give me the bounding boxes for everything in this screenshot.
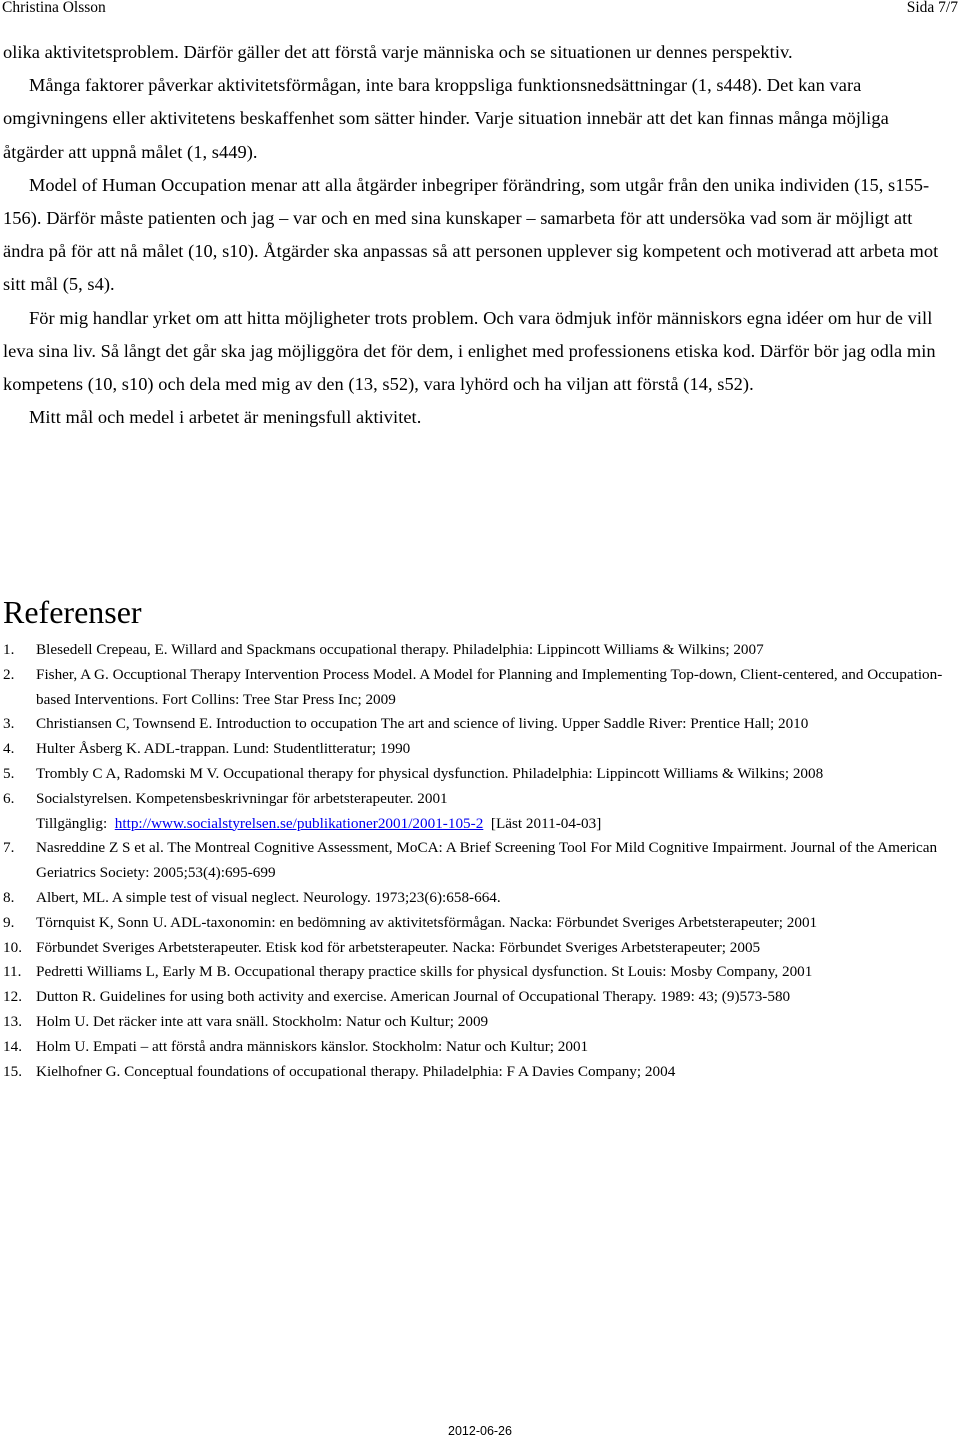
reference-text: Hulter Åsberg K. ADL-trappan. Lund: Studentlitteratur; 1990 xyxy=(36,740,411,758)
read-date: [Läst 2011-04-03] xyxy=(490,814,602,832)
reference-item xyxy=(3,1035,958,1060)
reference-number: 14. xyxy=(3,1037,22,1055)
page-header xyxy=(0,0,960,20)
reference-number: 2. xyxy=(3,665,15,683)
reference-text: Fisher, A G. Occuptional Therapy Intervention Process Model. A Model for Planning and Implementing Top-down, Client-centered, and Occupation-based Interventions. Fort Collins: Tree Star Press Inc; 2009 xyxy=(36,665,943,708)
paragraph: olika aktivitetsproblem. Därför gäller det att förstå varje människa och se situationen ur dennes perspektiv. xyxy=(3,42,793,62)
reference-text: Holm U. Empati – att förstå andra människors känslor. Stockholm: Natur och Kultur; 2001 xyxy=(36,1037,589,1055)
reference-number: 12. xyxy=(3,988,22,1006)
reference-item xyxy=(3,737,958,762)
references-list xyxy=(3,638,958,1084)
paragraph: Många faktorer påverkar aktivitetsförmågan, inte bara kroppsliga funktionsnedsättningar (1, s448). Det kan vara omgivningens eller aktivitetens beskaffenhet som sätter hinder. Varje situation innebär att det kan finnas många möjliga åtgärder att uppnå målet (1, s449). xyxy=(3,75,889,162)
reference-item xyxy=(3,1010,958,1035)
paragraph: Model of Human Occupation menar att alla åtgärder inbegriper förändring, som utgår från den unika individen (15, s155-156). Därför måste patienten och jag – var och en med sina kunskaper – samarbeta för att undersöka vad som är möjligt att ändra på för att nå målet (10, s10). Åtgärder ska anpassas så att personen upplever sig kompetent och motiverad att arbeta mot sitt mål (5, s4). xyxy=(3,174,939,295)
paragraph: Mitt mål och medel i arbetet är meningsfull aktivitet. xyxy=(29,407,422,428)
paragraph: För mig handlar yrket om att hitta möjligheter trots problem. Och vara ödmjuk inför människors egna idéer om hur de vill leva sina liv. Så långt det går ska jag möjliggöra det för dem, i enlighet med professionens etiska kod. Därför bör jag odla min kompetens (10, s10) och dela med mig av den (13, s52), vara lyhörd och ha viljan att förstå (14, s52). xyxy=(3,307,936,395)
reference-number: 13. xyxy=(3,1012,22,1030)
reference-item xyxy=(3,762,958,787)
reference-text: Förbundet Sveriges Arbetsterapeuter. Etisk kod för arbetsterapeuter. Nacka: Förbundet Sveriges Arbetsterapeuter; 2005 xyxy=(36,938,761,956)
reference-text: Holm U. Det räcker inte att vara snäll. Stockholm: Natur och Kultur; 2009 xyxy=(36,1012,489,1030)
references-heading: Referenser xyxy=(3,594,142,630)
reference-item xyxy=(3,960,958,985)
reference-item xyxy=(3,787,958,837)
page-footer-date: 2012-06-26 xyxy=(448,1424,512,1438)
reference-text: Nasreddine Z S et al. The Montreal Cognitive Assessment, MoCA: A Brief Screening Tool For Mild Cognitive Impairment. Journal of the American Geriatrics Society: 2005;53(4):695-699 xyxy=(36,839,938,882)
reference-item xyxy=(3,638,958,663)
reference-item xyxy=(3,886,958,911)
reference-item xyxy=(3,1060,958,1085)
reference-number: 15. xyxy=(3,1062,22,1080)
reference-text: Christiansen C, Townsend E. Introduction to occupation The art and science of living. Upper Saddle River: Prentice Hall; 2010 xyxy=(36,715,809,733)
reference-number: 6. xyxy=(3,789,15,807)
reference-text: Törnquist K, Sonn U. ADL-taxonomin: en bedömning av aktivitetsförmågan. Nacka: Förbundet Sveriges Arbetsterapeuter; 2001 xyxy=(36,913,818,931)
reference-number: 11. xyxy=(3,963,22,981)
reference-item xyxy=(3,836,958,886)
reference-number: 8. xyxy=(3,888,15,906)
reference-item xyxy=(3,911,958,936)
reference-text: Dutton R. Guidelines for using both activity and exercise. American Journal of Occupational Therapy. 1989: 43; (9)573-580 xyxy=(36,988,791,1006)
reference-text: Trombly C A, Radomski M V. Occupational therapy for physical dysfunction. Philadelphia: Lippincott Williams & Wilkins; 2008 xyxy=(36,764,824,782)
reference-item xyxy=(3,663,958,713)
reference-item xyxy=(3,985,958,1010)
reference-number: 7. xyxy=(3,839,15,857)
body-text xyxy=(3,36,953,434)
reference-number: 3. xyxy=(3,715,15,733)
reference-number: 4. xyxy=(3,740,15,758)
reference-number: 5. xyxy=(3,764,15,782)
reference-number: 9. xyxy=(3,913,15,931)
reference-text: Albert, ML. A simple test of visual neglect. Neurology. 1973;23(6):658-664. xyxy=(36,888,501,906)
page-number: Sida 7/7 xyxy=(906,0,958,16)
reference-text: Blesedell Crepeau, E. Willard and Spackmans occupational therapy. Philadelphia: Lippincott Williams & Wilkins; 2007 xyxy=(36,641,764,658)
reference-item xyxy=(3,936,958,961)
reference-item xyxy=(3,712,958,737)
availability-label: Tillgänglig: xyxy=(36,814,108,832)
reference-text: Pedretti Williams L, Early M B. Occupational therapy practice skills for physical dysfunction. St Louis: Mosby Company, 2001 xyxy=(36,963,813,981)
author-name: Christina Olsson xyxy=(2,0,106,16)
reference-link[interactable]: http://www.socialstyrelsen.se/publikationer2001/2001-105-2 xyxy=(114,814,484,832)
reference-text: Kielhofner G. Conceptual foundations of occupational therapy. Philadelphia: F A Davies Company; 2004 xyxy=(36,1062,676,1080)
reference-number: 10. xyxy=(3,938,22,956)
reference-number: 1. xyxy=(3,641,15,658)
reference-text: Socialstyrelsen. Kompetensbeskrivningar för arbetsterapeuter. 2001 xyxy=(36,789,448,807)
